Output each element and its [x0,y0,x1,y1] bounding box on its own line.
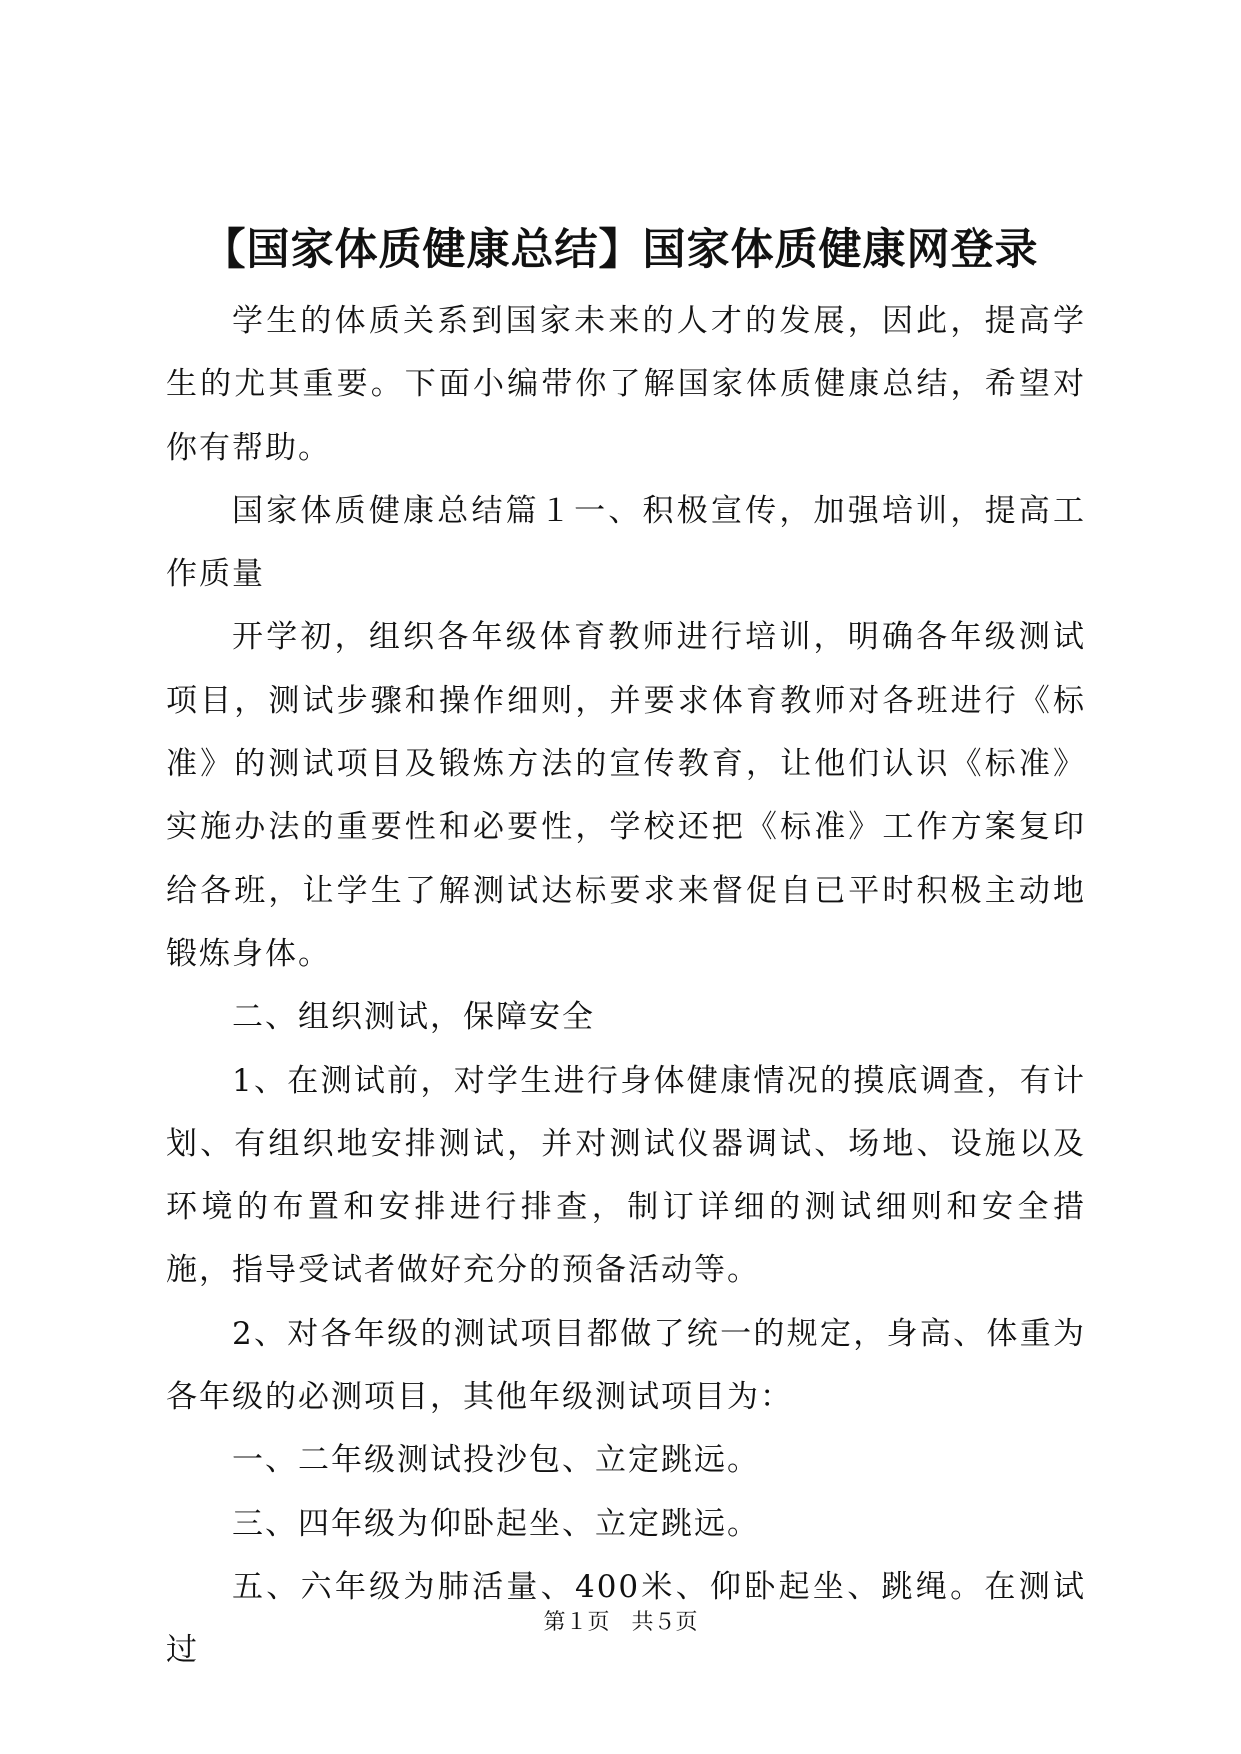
document-body [166,290,1086,1683]
paragraph-intro: 学生的体质关系到国家未来的人才的发展，因此，提高学生的尤其重要。下面小编带你了解国家体质健康总结，希望对你有帮助。 [166,303,1086,466]
paragraph-item-2: 2、对各年级的测试项目都做了统一的规定，身高、体重为各年级的必测项目，其他年级测试项目为： [166,1315,1086,1416]
paragraph-grade-5-6: 五、六年级为肺活量、400米、仰卧起坐、跳绳。在测试过 [166,1568,1086,1669]
page-number-footer: 第１页 共５页 [543,1610,698,1635]
paragraph-section-1-heading: 国家体质健康总结篇１一、积极宣传，加强培训，提高工作质量 [166,492,1086,593]
paragraph-grade-3-4: 三、四年级为仰卧起坐、立定跳远。 [232,1505,760,1542]
paragraph-grade-1-2: 一、二年级测试投沙包、立定跳远。 [232,1442,760,1479]
paragraph-item-1: 1、在测试前，对学生进行身体健康情况的摸底调查，有计划、有组织地安排测试，并对测试仪器调试、场地、设施以及环境的布置和安排进行排查，制订详细的测试细则和安全措施，指导受试者做好充分的预备活动等。 [166,1062,1086,1289]
paragraph-training: 开学初，组织各年级体育教师进行培训，明确各年级测试项目，测试步骤和操作细则，并要求体育教师对各班进行《标准》的测试项目及锻炼方法的宣传教育，让他们认识《标准》实施办法的重要性和必要性，学校还把《标准》工作方案复印给各班，让学生了解测试达标要求来督促自已平时积极主动地锻炼身体。 [166,619,1086,972]
paragraph-section-2-heading: 二、组织测试，保障安全 [232,999,595,1036]
document-title: 【国家体质健康总结】国家体质健康网登录 [202,225,1039,275]
